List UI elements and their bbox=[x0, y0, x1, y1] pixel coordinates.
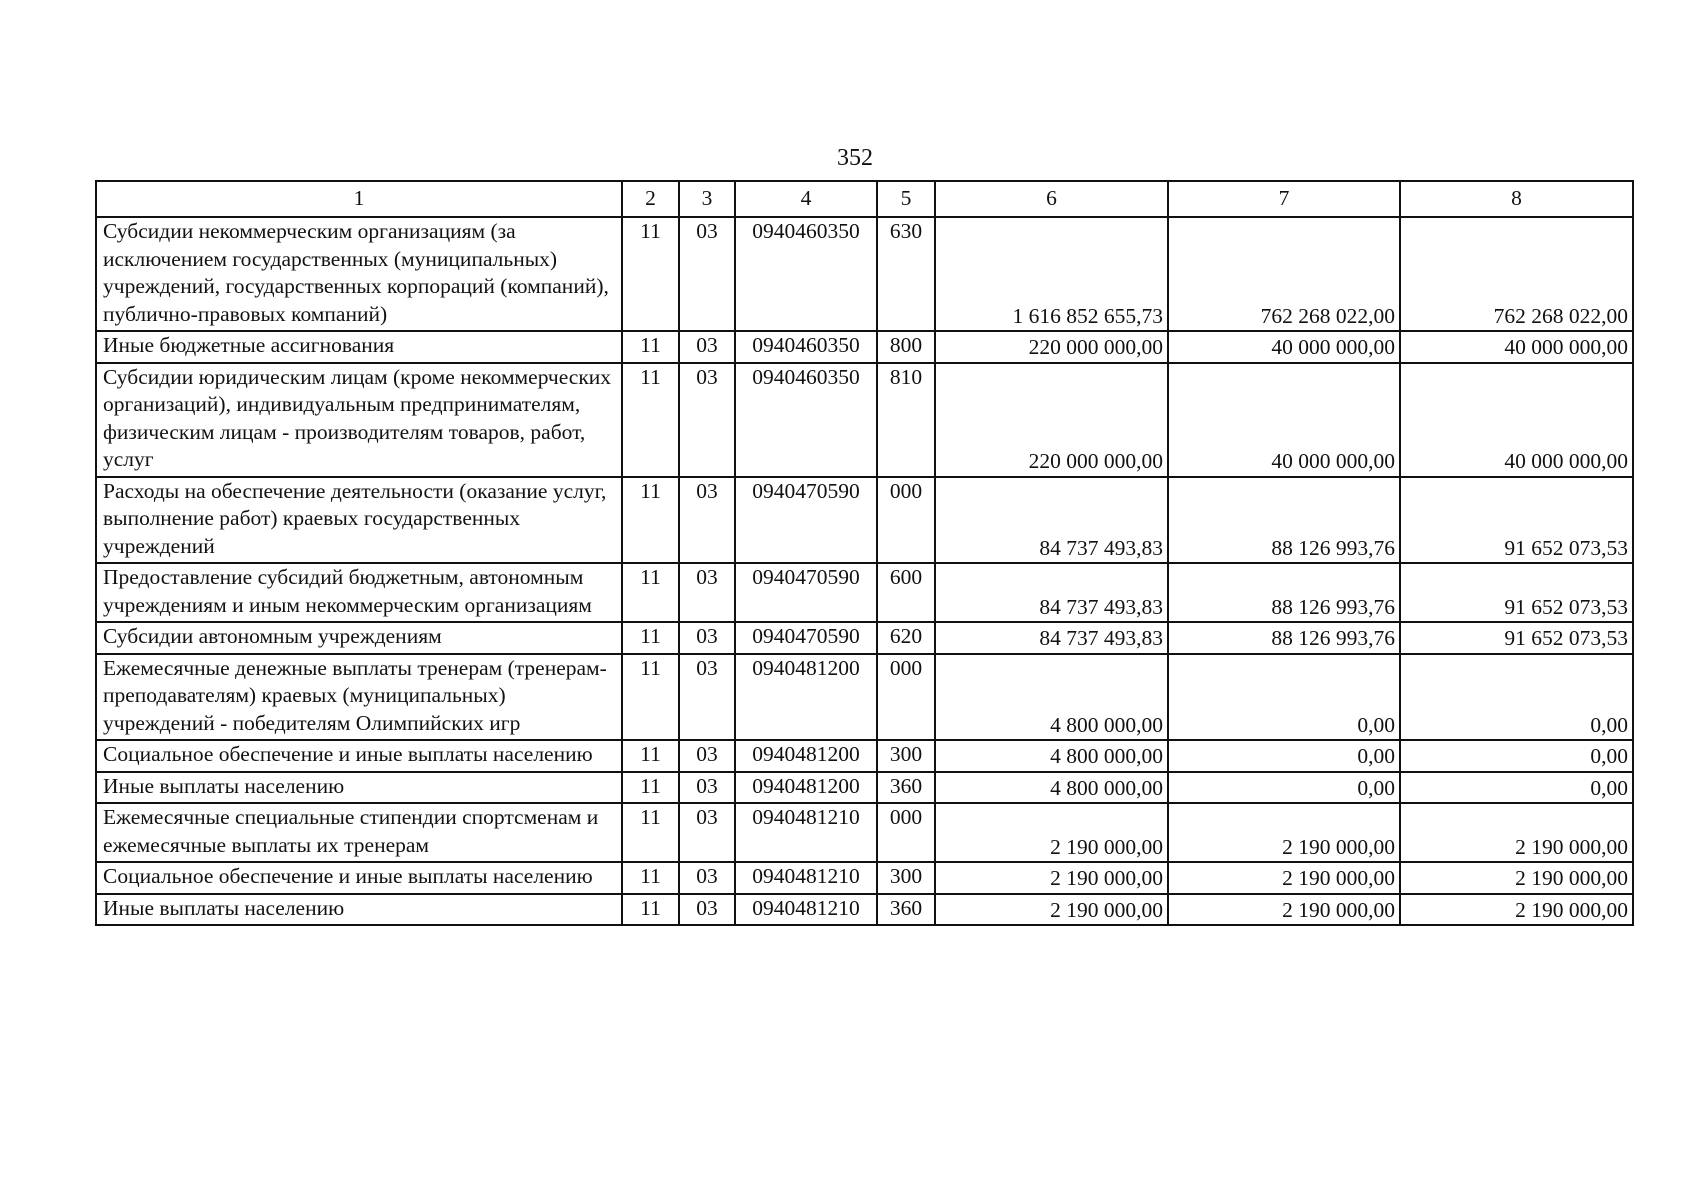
row-amount-col8: 2 190 000,00 bbox=[1400, 894, 1633, 926]
page-number: 352 bbox=[837, 145, 873, 171]
table-row bbox=[96, 803, 1633, 862]
row-name: Предоставление субсидий бюджетным, автономным учреждениям и иным некоммерческим организациям bbox=[96, 563, 622, 622]
row-expense-type: 620 bbox=[877, 622, 935, 654]
row-section: 11 bbox=[622, 740, 679, 772]
row-subsection: 03 bbox=[679, 803, 735, 862]
row-target-article: 0940481210 bbox=[735, 862, 877, 894]
row-amount-col8: 91 652 073,53 bbox=[1400, 477, 1633, 564]
row-target-article: 0940460350 bbox=[735, 363, 877, 477]
row-amount-col8: 40 000 000,00 bbox=[1400, 331, 1633, 363]
table-row bbox=[96, 622, 1633, 654]
row-name: Субсидии некоммерческим организациям (за исключением государственных (муниципальных) учреждений, государственных корпораций (компаний), публично-правовых компаний) bbox=[96, 217, 622, 331]
row-section: 11 bbox=[622, 894, 679, 926]
row-name: Ежемесячные специальные стипендии спортсменам и ежемесячные выплаты их тренерам bbox=[96, 803, 622, 862]
table-row bbox=[96, 894, 1633, 926]
row-expense-type: 600 bbox=[877, 563, 935, 622]
row-target-article: 0940460350 bbox=[735, 331, 877, 363]
row-name: Ежемесячные денежные выплаты тренерам (тренерам-преподавателям) краевых (муниципальных) учреждений - победителям Олимпийских игр bbox=[96, 654, 622, 741]
row-amount-col8: 0,00 bbox=[1400, 772, 1633, 804]
row-expense-type: 000 bbox=[877, 477, 935, 564]
row-amount-col6: 84 737 493,83 bbox=[935, 477, 1168, 564]
row-amount-col7: 762 268 022,00 bbox=[1168, 217, 1400, 331]
column-header: 6 bbox=[935, 181, 1168, 217]
row-amount-col6: 2 190 000,00 bbox=[935, 803, 1168, 862]
row-amount-col6: 84 737 493,83 bbox=[935, 622, 1168, 654]
table-row bbox=[96, 772, 1633, 804]
row-target-article: 0940481200 bbox=[735, 654, 877, 741]
table-row bbox=[96, 217, 1633, 331]
row-amount-col7: 88 126 993,76 bbox=[1168, 622, 1400, 654]
table-row bbox=[96, 331, 1633, 363]
table-row bbox=[96, 563, 1633, 622]
row-name: Иные выплаты населению bbox=[96, 772, 622, 804]
row-amount-col8: 0,00 bbox=[1400, 740, 1633, 772]
row-subsection: 03 bbox=[679, 331, 735, 363]
row-amount-col6: 220 000 000,00 bbox=[935, 331, 1168, 363]
row-expense-type: 300 bbox=[877, 740, 935, 772]
row-target-article: 0940470590 bbox=[735, 622, 877, 654]
row-subsection: 03 bbox=[679, 740, 735, 772]
row-name: Социальное обеспечение и иные выплаты населению bbox=[96, 862, 622, 894]
row-section: 11 bbox=[622, 772, 679, 804]
row-amount-col7: 0,00 bbox=[1168, 740, 1400, 772]
row-section: 11 bbox=[622, 654, 679, 741]
row-subsection: 03 bbox=[679, 654, 735, 741]
row-target-article: 0940460350 bbox=[735, 217, 877, 331]
row-expense-type: 000 bbox=[877, 803, 935, 862]
table-row bbox=[96, 477, 1633, 564]
row-amount-col8: 762 268 022,00 bbox=[1400, 217, 1633, 331]
row-amount-col6: 2 190 000,00 bbox=[935, 894, 1168, 926]
table-row bbox=[96, 363, 1633, 477]
row-amount-col7: 2 190 000,00 bbox=[1168, 862, 1400, 894]
row-amount-col7: 2 190 000,00 bbox=[1168, 894, 1400, 926]
column-header: 8 bbox=[1400, 181, 1633, 217]
column-header: 2 bbox=[622, 181, 679, 217]
table-header-row bbox=[96, 181, 1633, 217]
row-subsection: 03 bbox=[679, 894, 735, 926]
column-header: 4 bbox=[735, 181, 877, 217]
row-section: 11 bbox=[622, 563, 679, 622]
row-target-article: 0940481210 bbox=[735, 894, 877, 926]
row-section: 11 bbox=[622, 331, 679, 363]
column-header: 3 bbox=[679, 181, 735, 217]
row-subsection: 03 bbox=[679, 622, 735, 654]
row-expense-type: 000 bbox=[877, 654, 935, 741]
row-expense-type: 810 bbox=[877, 363, 935, 477]
table-row bbox=[96, 740, 1633, 772]
row-subsection: 03 bbox=[679, 563, 735, 622]
row-section: 11 bbox=[622, 862, 679, 894]
row-amount-col6: 1 616 852 655,73 bbox=[935, 217, 1168, 331]
row-amount-col7: 0,00 bbox=[1168, 772, 1400, 804]
row-amount-col7: 40 000 000,00 bbox=[1168, 331, 1400, 363]
row-section: 11 bbox=[622, 363, 679, 477]
row-target-article: 0940470590 bbox=[735, 563, 877, 622]
row-target-article: 0940481200 bbox=[735, 772, 877, 804]
column-header: 5 bbox=[877, 181, 935, 217]
row-target-article: 0940481200 bbox=[735, 740, 877, 772]
row-section: 11 bbox=[622, 803, 679, 862]
row-section: 11 bbox=[622, 217, 679, 331]
row-target-article: 0940481210 bbox=[735, 803, 877, 862]
row-expense-type: 360 bbox=[877, 894, 935, 926]
row-name: Расходы на обеспечение деятельности (оказание услуг, выполнение работ) краевых государственных учреждений bbox=[96, 477, 622, 564]
row-amount-col6: 4 800 000,00 bbox=[935, 772, 1168, 804]
row-subsection: 03 bbox=[679, 217, 735, 331]
row-section: 11 bbox=[622, 477, 679, 564]
row-target-article: 0940470590 bbox=[735, 477, 877, 564]
row-amount-col8: 0,00 bbox=[1400, 654, 1633, 741]
row-subsection: 03 bbox=[679, 772, 735, 804]
row-amount-col8: 40 000 000,00 bbox=[1400, 363, 1633, 477]
row-amount-col8: 2 190 000,00 bbox=[1400, 862, 1633, 894]
row-amount-col6: 4 800 000,00 bbox=[935, 654, 1168, 741]
row-name: Субсидии юридическим лицам (кроме некоммерческих организаций), индивидуальным предпринимателям, физическим лицам - производителям товаров, работ, услуг bbox=[96, 363, 622, 477]
row-section: 11 bbox=[622, 622, 679, 654]
row-amount-col6: 4 800 000,00 bbox=[935, 740, 1168, 772]
row-amount-col7: 2 190 000,00 bbox=[1168, 803, 1400, 862]
row-name: Социальное обеспечение и иные выплаты населению bbox=[96, 740, 622, 772]
row-amount-col7: 0,00 bbox=[1168, 654, 1400, 741]
row-amount-col7: 88 126 993,76 bbox=[1168, 563, 1400, 622]
row-amount-col8: 91 652 073,53 bbox=[1400, 563, 1633, 622]
column-header: 1 bbox=[96, 181, 622, 217]
row-subsection: 03 bbox=[679, 363, 735, 477]
row-expense-type: 630 bbox=[877, 217, 935, 331]
row-subsection: 03 bbox=[679, 477, 735, 564]
table-row bbox=[96, 862, 1633, 894]
row-expense-type: 300 bbox=[877, 862, 935, 894]
budget-table bbox=[95, 180, 1634, 926]
row-amount-col7: 88 126 993,76 bbox=[1168, 477, 1400, 564]
column-header: 7 bbox=[1168, 181, 1400, 217]
row-amount-col7: 40 000 000,00 bbox=[1168, 363, 1400, 477]
row-subsection: 03 bbox=[679, 862, 735, 894]
row-expense-type: 360 bbox=[877, 772, 935, 804]
row-amount-col6: 84 737 493,83 bbox=[935, 563, 1168, 622]
row-amount-col8: 2 190 000,00 bbox=[1400, 803, 1633, 862]
row-name: Иные бюджетные ассигнования bbox=[96, 331, 622, 363]
row-name: Субсидии автономным учреждениям bbox=[96, 622, 622, 654]
table-row bbox=[96, 654, 1633, 741]
row-amount-col6: 220 000 000,00 bbox=[935, 363, 1168, 477]
row-amount-col6: 2 190 000,00 bbox=[935, 862, 1168, 894]
row-name: Иные выплаты населению bbox=[96, 894, 622, 926]
row-expense-type: 800 bbox=[877, 331, 935, 363]
row-amount-col8: 91 652 073,53 bbox=[1400, 622, 1633, 654]
